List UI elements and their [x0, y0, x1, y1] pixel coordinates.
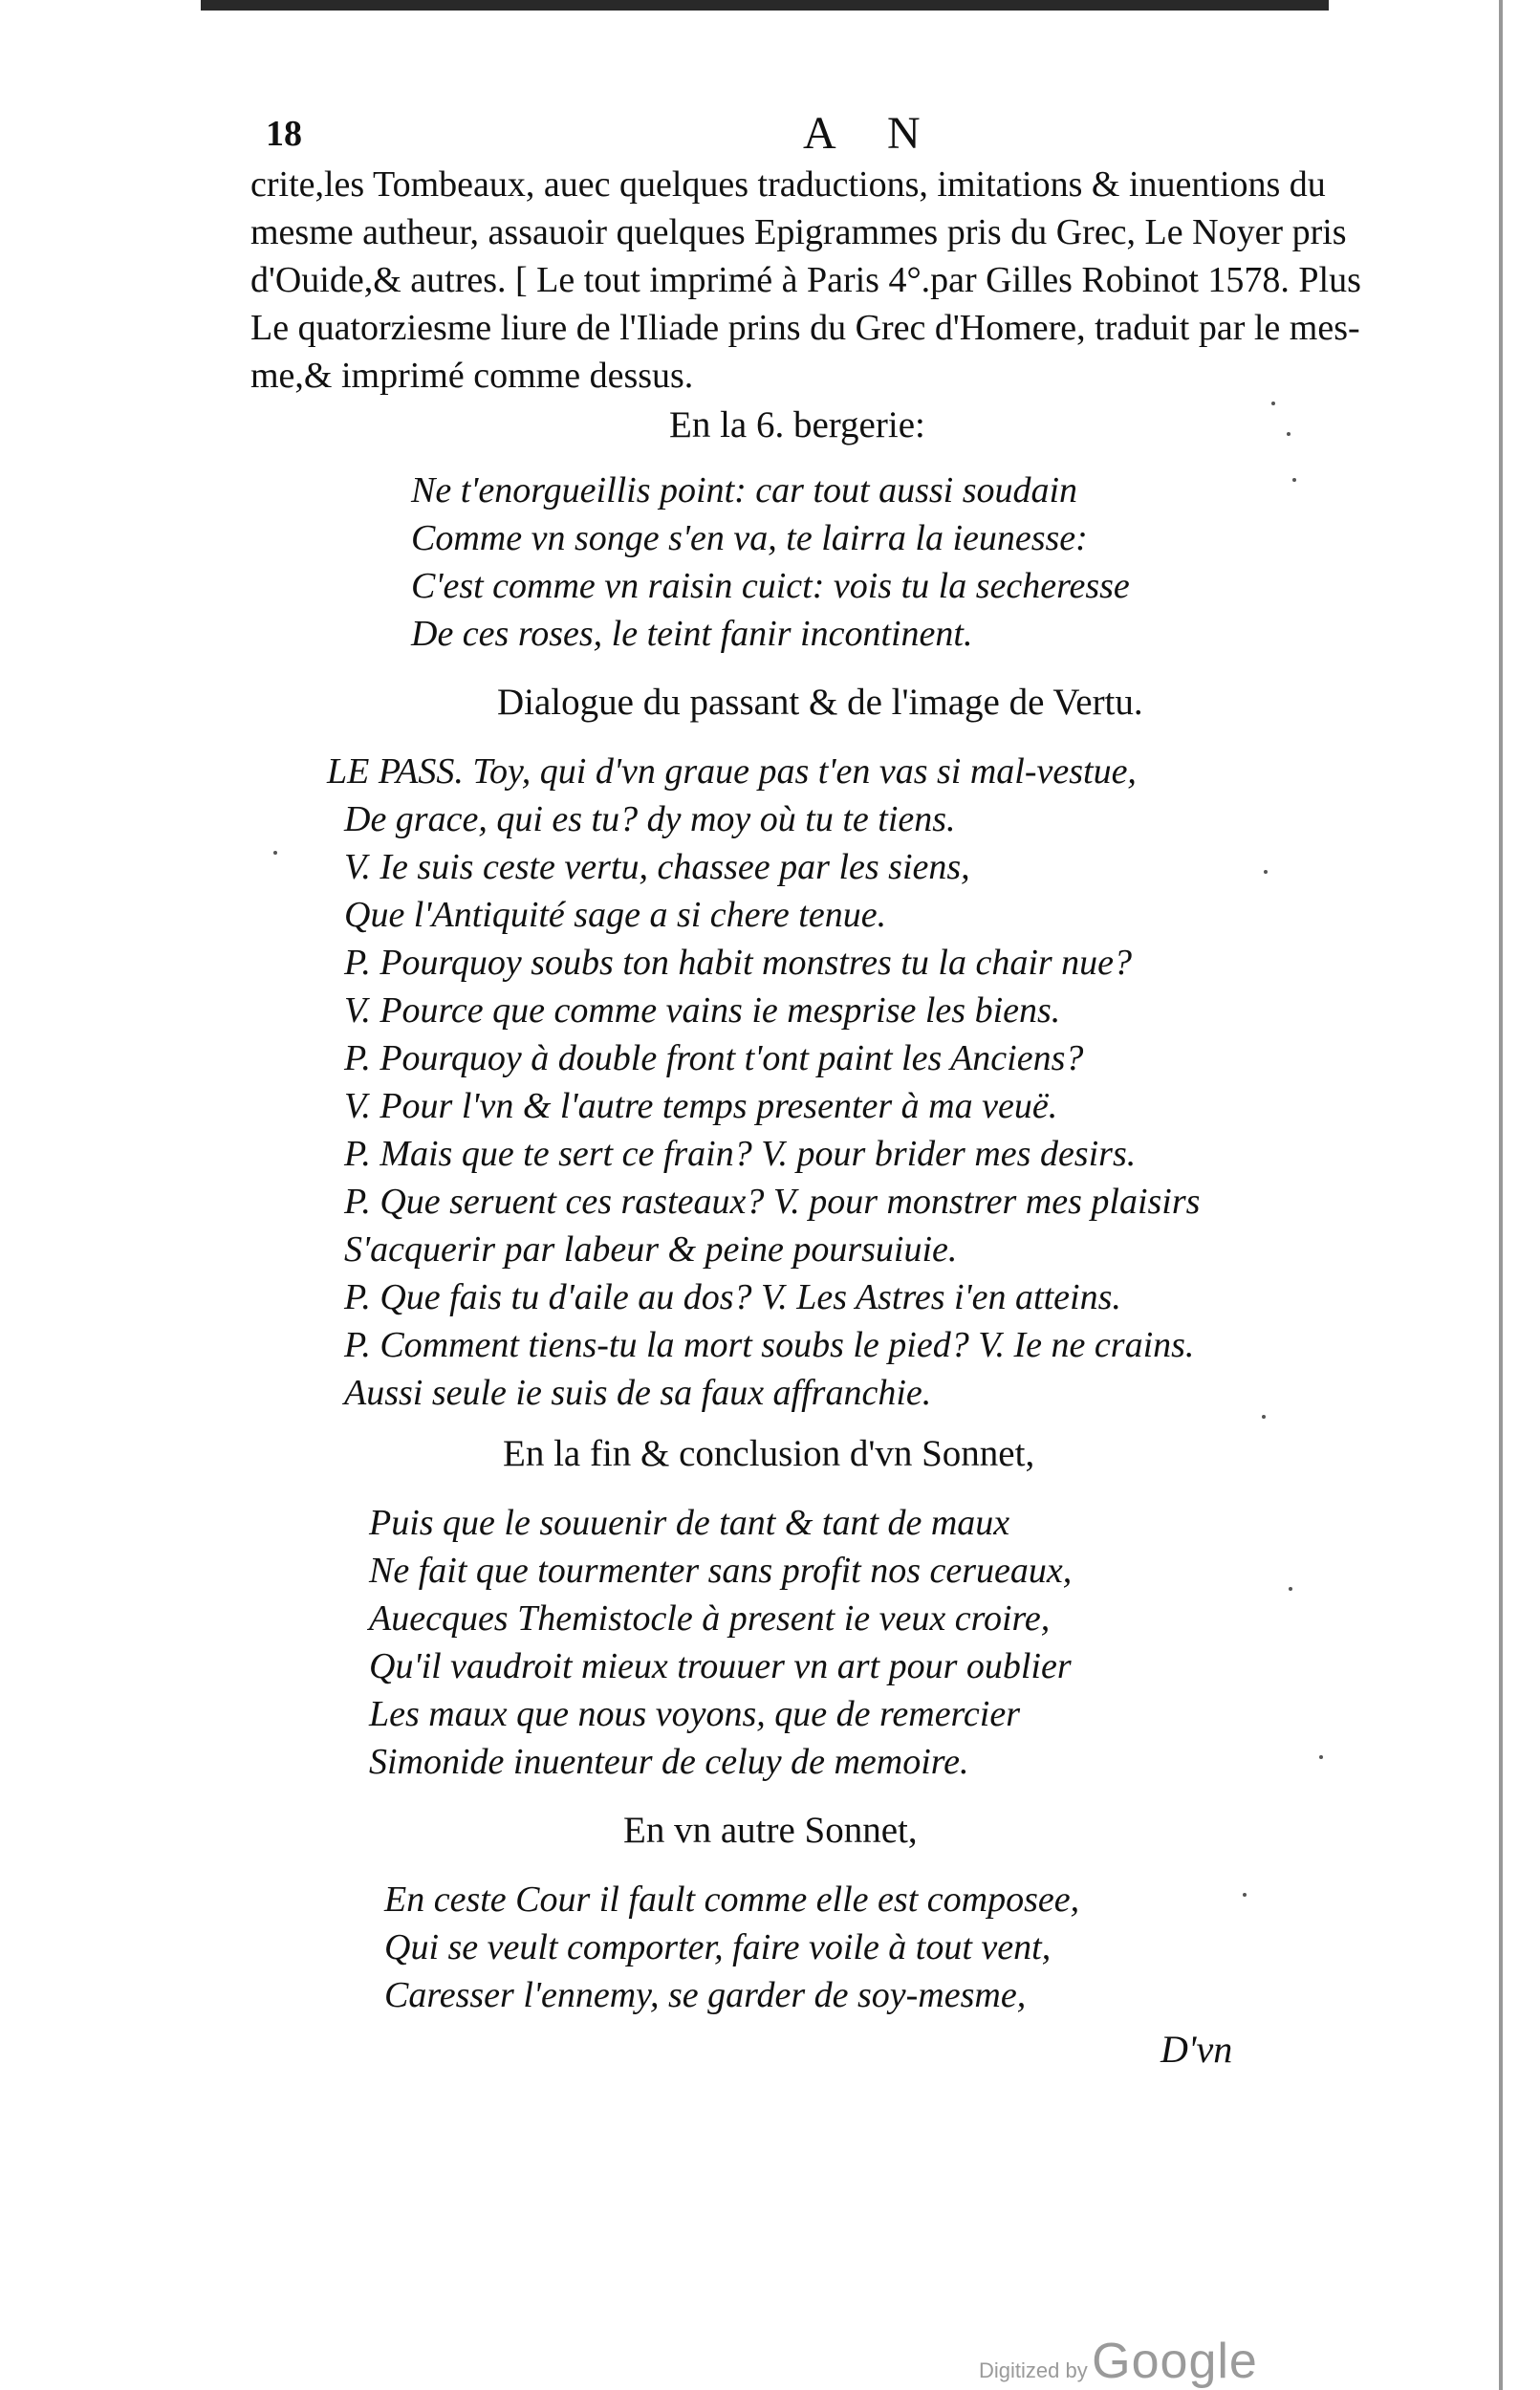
print-speck: [1292, 478, 1296, 482]
watermark-prefix: Digitized by: [979, 2358, 1088, 2382]
verse-line: P. Que seruent ces rasteaux? V. pour monstrer mes plaisirs: [344, 1182, 1201, 1222]
verse-line: LE PASS. Toy, qui d'vn graue pas t'en vas si mal-vestue,: [327, 751, 1137, 792]
verse-line: C'est comme vn raisin cuict: vois tu la secheresse: [411, 566, 1130, 606]
verse-line: Que l'Antiquité sage a si chere tenue.: [344, 895, 887, 935]
print-speck: [1243, 1893, 1247, 1897]
verse-line: Simonide inuenteur de celuy de memoire.: [369, 1742, 969, 1782]
print-speck: [1287, 432, 1291, 436]
verse-sonnet-end: [369, 1499, 1072, 1786]
prose-line: crite,les Tombeaux, auec quelques traductions, imitations & inuentions du: [250, 164, 1326, 205]
prose-paragraph: [250, 161, 1361, 400]
verse-line: P. Comment tiens-tu la mort soubs le pied? V. Ie ne crains.: [344, 1325, 1195, 1365]
print-speck: [1319, 1755, 1323, 1759]
verse-line: Aussi seule ie suis de sa faux affranchie.: [344, 1373, 932, 1413]
section-heading-bergerie: En la 6. bergerie:: [669, 404, 925, 445]
verse-line: V. Ie suis ceste vertu, chassee par les siens,: [344, 847, 970, 887]
prose-line: d'Ouide,& autres. [ Le tout imprimé à Paris 4°.par Gilles Robinot 1578. Plus: [250, 260, 1361, 300]
verse-dialogue: [327, 748, 1200, 1417]
prose-line: Le quatorziesme liure de l'Iliade prins du Grec d'Homere, traduit par le mes-: [250, 308, 1360, 348]
verse-line: Ne t'enorgueillis point: car tout aussi soudain: [411, 470, 1078, 511]
verse-line: Qui se veult comporter, faire voile à tout vent,: [384, 1927, 1052, 1967]
prose-line: me,& imprimé comme dessus.: [250, 356, 694, 396]
print-speck: [1262, 1415, 1266, 1419]
page-edge-line: [1499, 0, 1503, 2390]
print-speck: [1264, 870, 1268, 874]
verse-bergerie: [411, 467, 1130, 658]
prose-line: mesme autheur, assauoir quelques Epigrammes pris du Grec, Le Noyer pris: [250, 212, 1347, 252]
section-heading-sonnet-other: En vn autre Sonnet,: [623, 1810, 918, 1851]
section-heading-sonnet-end: En la fin & conclusion d'vn Sonnet,: [503, 1433, 1035, 1474]
verse-line: P. Que fais tu d'aile au dos? V. Les Astres i'en atteins.: [344, 1277, 1121, 1317]
verse-line: S'acquerir par labeur & peine poursuiuie.: [344, 1229, 958, 1270]
running-head: A N: [803, 108, 942, 159]
verse-line: Auecques Themistocle à present ie veux croire,: [369, 1598, 1051, 1639]
verse-line: Qu'il vaudroit mieux trouuer vn art pour oublier: [369, 1646, 1072, 1686]
verse-line: En ceste Cour il fault comme elle est composee,: [384, 1879, 1080, 1920]
print-speck: [1271, 402, 1275, 405]
print-speck: [273, 851, 277, 855]
verse-line: De grace, qui es tu? dy moy où tu te tiens.: [344, 799, 956, 839]
verse-line: P. Pourquoy à double front t'ont paint les Anciens?: [344, 1038, 1084, 1078]
verse-sonnet-other: [384, 1876, 1079, 2019]
verse-line: Caresser l'ennemy, se garder de soy-mesme,: [384, 1975, 1027, 2015]
section-heading-dialogue: Dialogue du passant & de l'image de Vertu.: [497, 682, 1143, 723]
digitized-watermark: [979, 2333, 1258, 2390]
verse-line: Ne fait que tourmenter sans profit nos cerueaux,: [369, 1551, 1073, 1591]
verse-line: Puis que le souuenir de tant & tant de maux: [369, 1503, 1010, 1543]
verse-line: V. Pour l'vn & l'autre temps presenter à ma veuë.: [344, 1086, 1058, 1126]
page-number: 18: [266, 114, 302, 154]
verse-line: Les maux que nous voyons, que de remercier: [369, 1694, 1021, 1734]
verse-line: P. Pourquoy soubs ton habit monstres tu la chair nue?: [344, 943, 1133, 983]
verse-line: De ces roses, le teint fanir incontinent.: [411, 614, 973, 654]
verse-line: P. Mais que te sert ce frain? V. pour brider mes desirs.: [344, 1134, 1137, 1174]
top-edge-shadow: [201, 0, 1329, 15]
verse-line: V. Pource que comme vains ie mesprise les biens.: [344, 990, 1061, 1031]
verse-line: Comme vn songe s'en va, te lairra la ieunesse:: [411, 518, 1088, 558]
catchword: D'vn: [1160, 2028, 1233, 2071]
print-speck: [1289, 1587, 1292, 1591]
watermark-brand: Google: [1092, 2334, 1258, 2389]
